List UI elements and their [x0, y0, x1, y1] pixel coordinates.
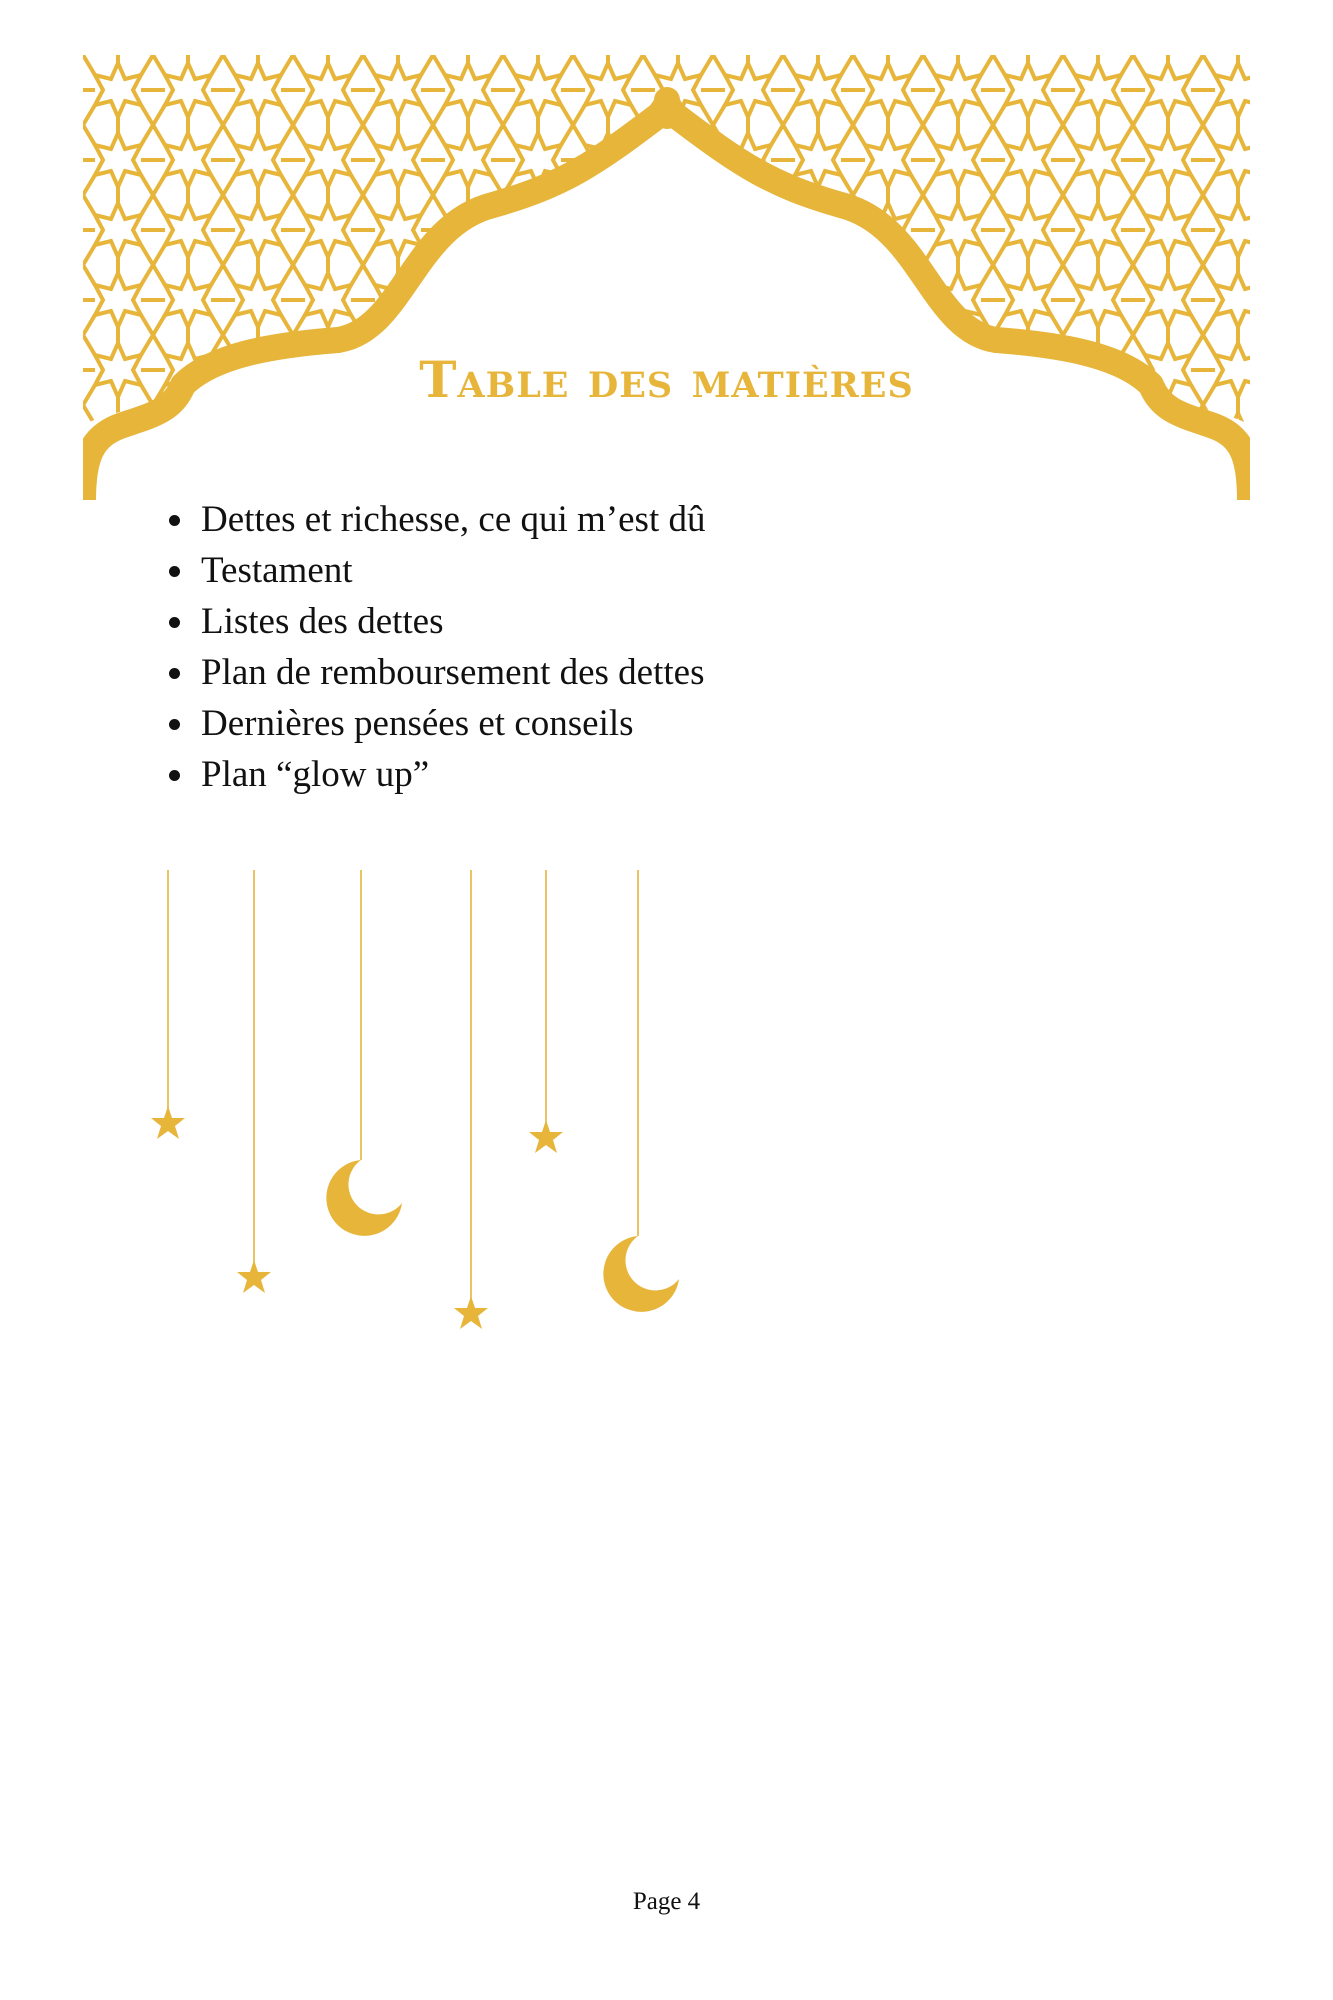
toc-item: • Testament	[197, 545, 705, 596]
hanging-ornaments	[140, 870, 700, 1350]
toc-item: • Plan “glow up”	[197, 749, 705, 800]
star-icon	[151, 1106, 185, 1139]
crescent-moon-icon	[603, 1236, 679, 1312]
table-of-contents	[155, 494, 705, 800]
crescent-moon-icon	[326, 1160, 402, 1236]
star-icon	[454, 1296, 488, 1329]
toc-item: • Plan de remboursement des dettes	[197, 647, 705, 698]
page-number: Page 4	[632, 1888, 701, 1915]
header-arch-ornament	[83, 55, 1250, 500]
page-title: Table des matières	[419, 350, 914, 409]
toc-item: • Listes des dettes	[197, 596, 705, 647]
toc-item: • Dernières pensées et conseils	[197, 698, 705, 749]
toc-item: • Dettes et richesse, ce qui m’est dû	[197, 494, 705, 545]
star-icon	[529, 1120, 563, 1153]
star-icon	[237, 1260, 271, 1293]
